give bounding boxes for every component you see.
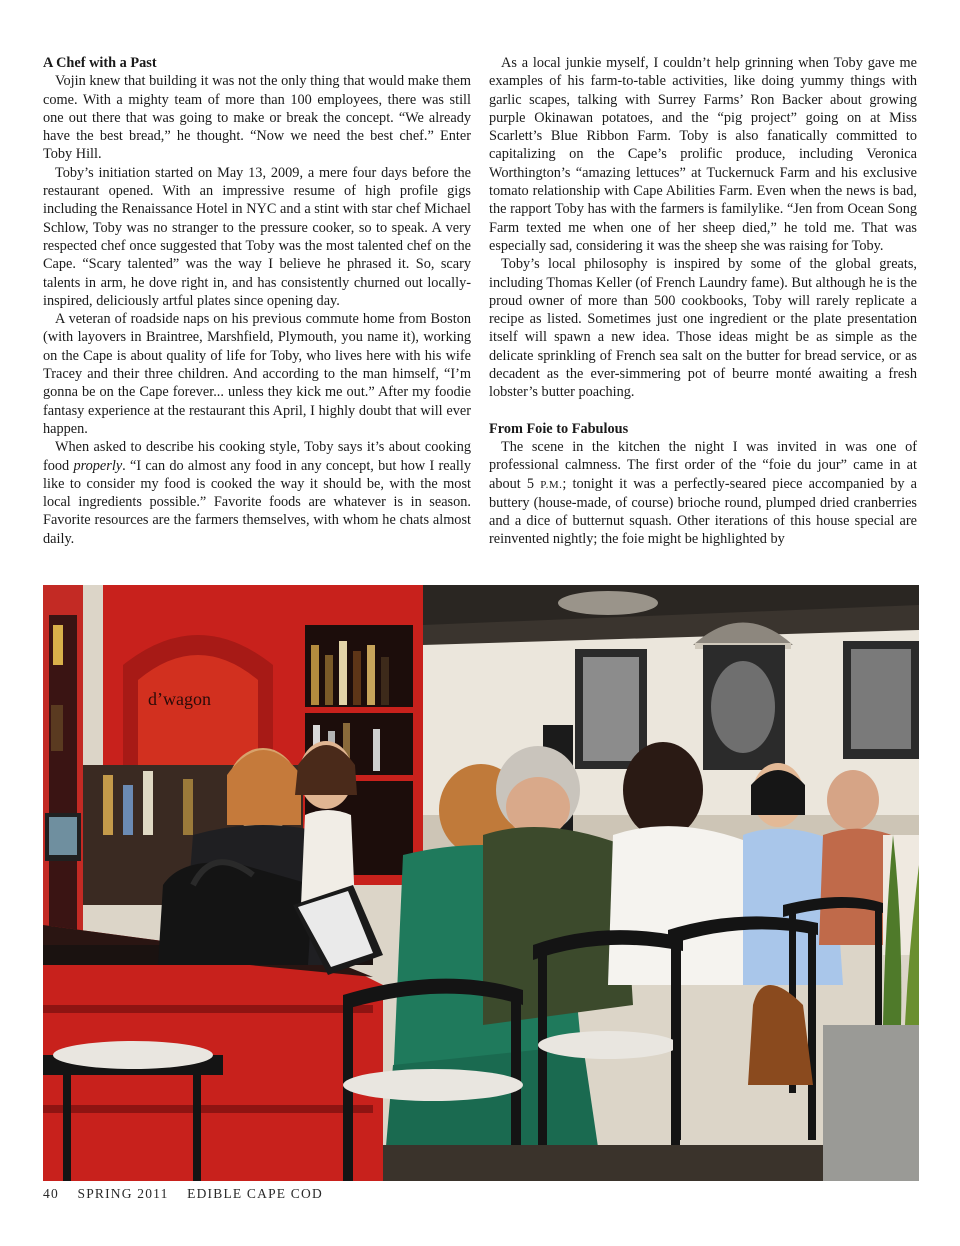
left-column [43,54,471,548]
paragraph: Toby’s initiation started on May 13, 2009, a mere four days before the restaurant opened. With an impressive resume of high profile gigs including the Renaissance Hotel in NYC and a stint with star chef Michael Schlow, Toby was no stranger to the pressure cooker, so to speak. A very respected chef once suggested that Toby was the most talented chef on the Cape. “Scary talented” was the way I believe he phrased it. So, scary talents in arm, he dove right in, and has consistently churned out locally-inspired, deliciously artful plates since opening day. [43,164,471,309]
paragraph: Vojin knew that building it was not the only thing that would make them come. With a mighty team of more than 100 employees, there was still one out there that was going to make or break the concept. “We already have the best bread,” he thought. “Now we need the best chef.” Enter Toby Hill. [43,73,471,163]
paragraph: As a local junkie myself, I couldn’t help grinning when Toby gave me examples of his farm-to-table activities, like doing yummy things with garlic scapes, talking with Surrey Farms’ Ron Backer about growing purple Okinawan potatoes, and the “pig project” going on at Miss Scarlett’s Blue Ribbon Farm. Toby is also fanatically committed to capitalizing on the Cape’s prolific produce, including Veronica Worthington’s “amazing lettuces” at Tuckernuck Farm and his exclusive tomato relationship with Cape Abilities Farm. Even when the news is bad, the rapport Toby has with the farmers is familylike. “Jen from Ocean Song Farm texted me when one of her sheep died,” he told me. That was especially sad, considering it was the sheep she was raising for Toby. [489,55,917,254]
section-heading-chef: A Chef with a Past [43,55,157,71]
paragraph [43,438,471,548]
paragraph: A veteran of roadside naps on his previous commute home from Boston (with layovers in Braintree, Marshfield, Plymouth, you name it), working on the Cape is about quality of life for Toby, who lives here with his wife Tracey and their three children. And according to the man himself, “I’m gonna be on the Cape forever... unless they kick me out.” After my foodie fantasy experience at the restaurant this April, I highly doubt that will ever happen. [43,311,471,437]
text-run: The scene in the kitchen the night I was invited in was one of professional calmness. The first order of the “foie du jour” came in at about 5 [489,438,917,492]
section-heading-foie: From Foie to Fabulous [489,420,629,437]
text-run: When asked to describe his cooking style, Toby says it’s about cooking food [43,439,471,474]
sign-lettering: d’wagon [148,689,211,709]
time-abbrev: P.M. [540,478,563,491]
issue-label: SPRING 2011 [77,1186,169,1201]
publication-name: EDIBLE CAPE COD [187,1186,323,1201]
text-run: . “I can do almost any food in any concept, but how I really like to consider my food is cooked the way it should be, with the most local ingredients possible.” Favorite foods are whatever is in season. Favorite resources are the farmers themselves, with whom he chats almost daily. [43,457,472,547]
page-footer [43,1186,337,1202]
paragraph [489,438,917,549]
right-column [489,54,917,549]
restaurant-bar-photo [43,585,919,1181]
paragraph: Toby’s local philosophy is inspired by some of the global greats, including Thomas Keller (of French Laundry fame). But although he is the proud owner of more than 500 cookbooks, Toby will rarely replicate a recipe as listed. Sometimes just one ingredient or the plate presentation itself will spawn a new idea. Those ideas might be as simple as the delicate sprinkling of French sea salt on the butter for bread service, or as decadent as the ever-simmering pot of beurre monté awaiting a fresh lobster’s butter poaching. [489,256,917,401]
emphasis-properly: properly [73,457,123,474]
text-run: ; tonight it was a perfectly-seared piece accompanied by a buttery (house-made, of course) brioche round, plumped dried cranberries and a dice of butternut squash. Other iterations of this house special are reinvented nightly; the foie might be highlighted by [489,475,917,548]
page-number: 40 [43,1186,59,1201]
